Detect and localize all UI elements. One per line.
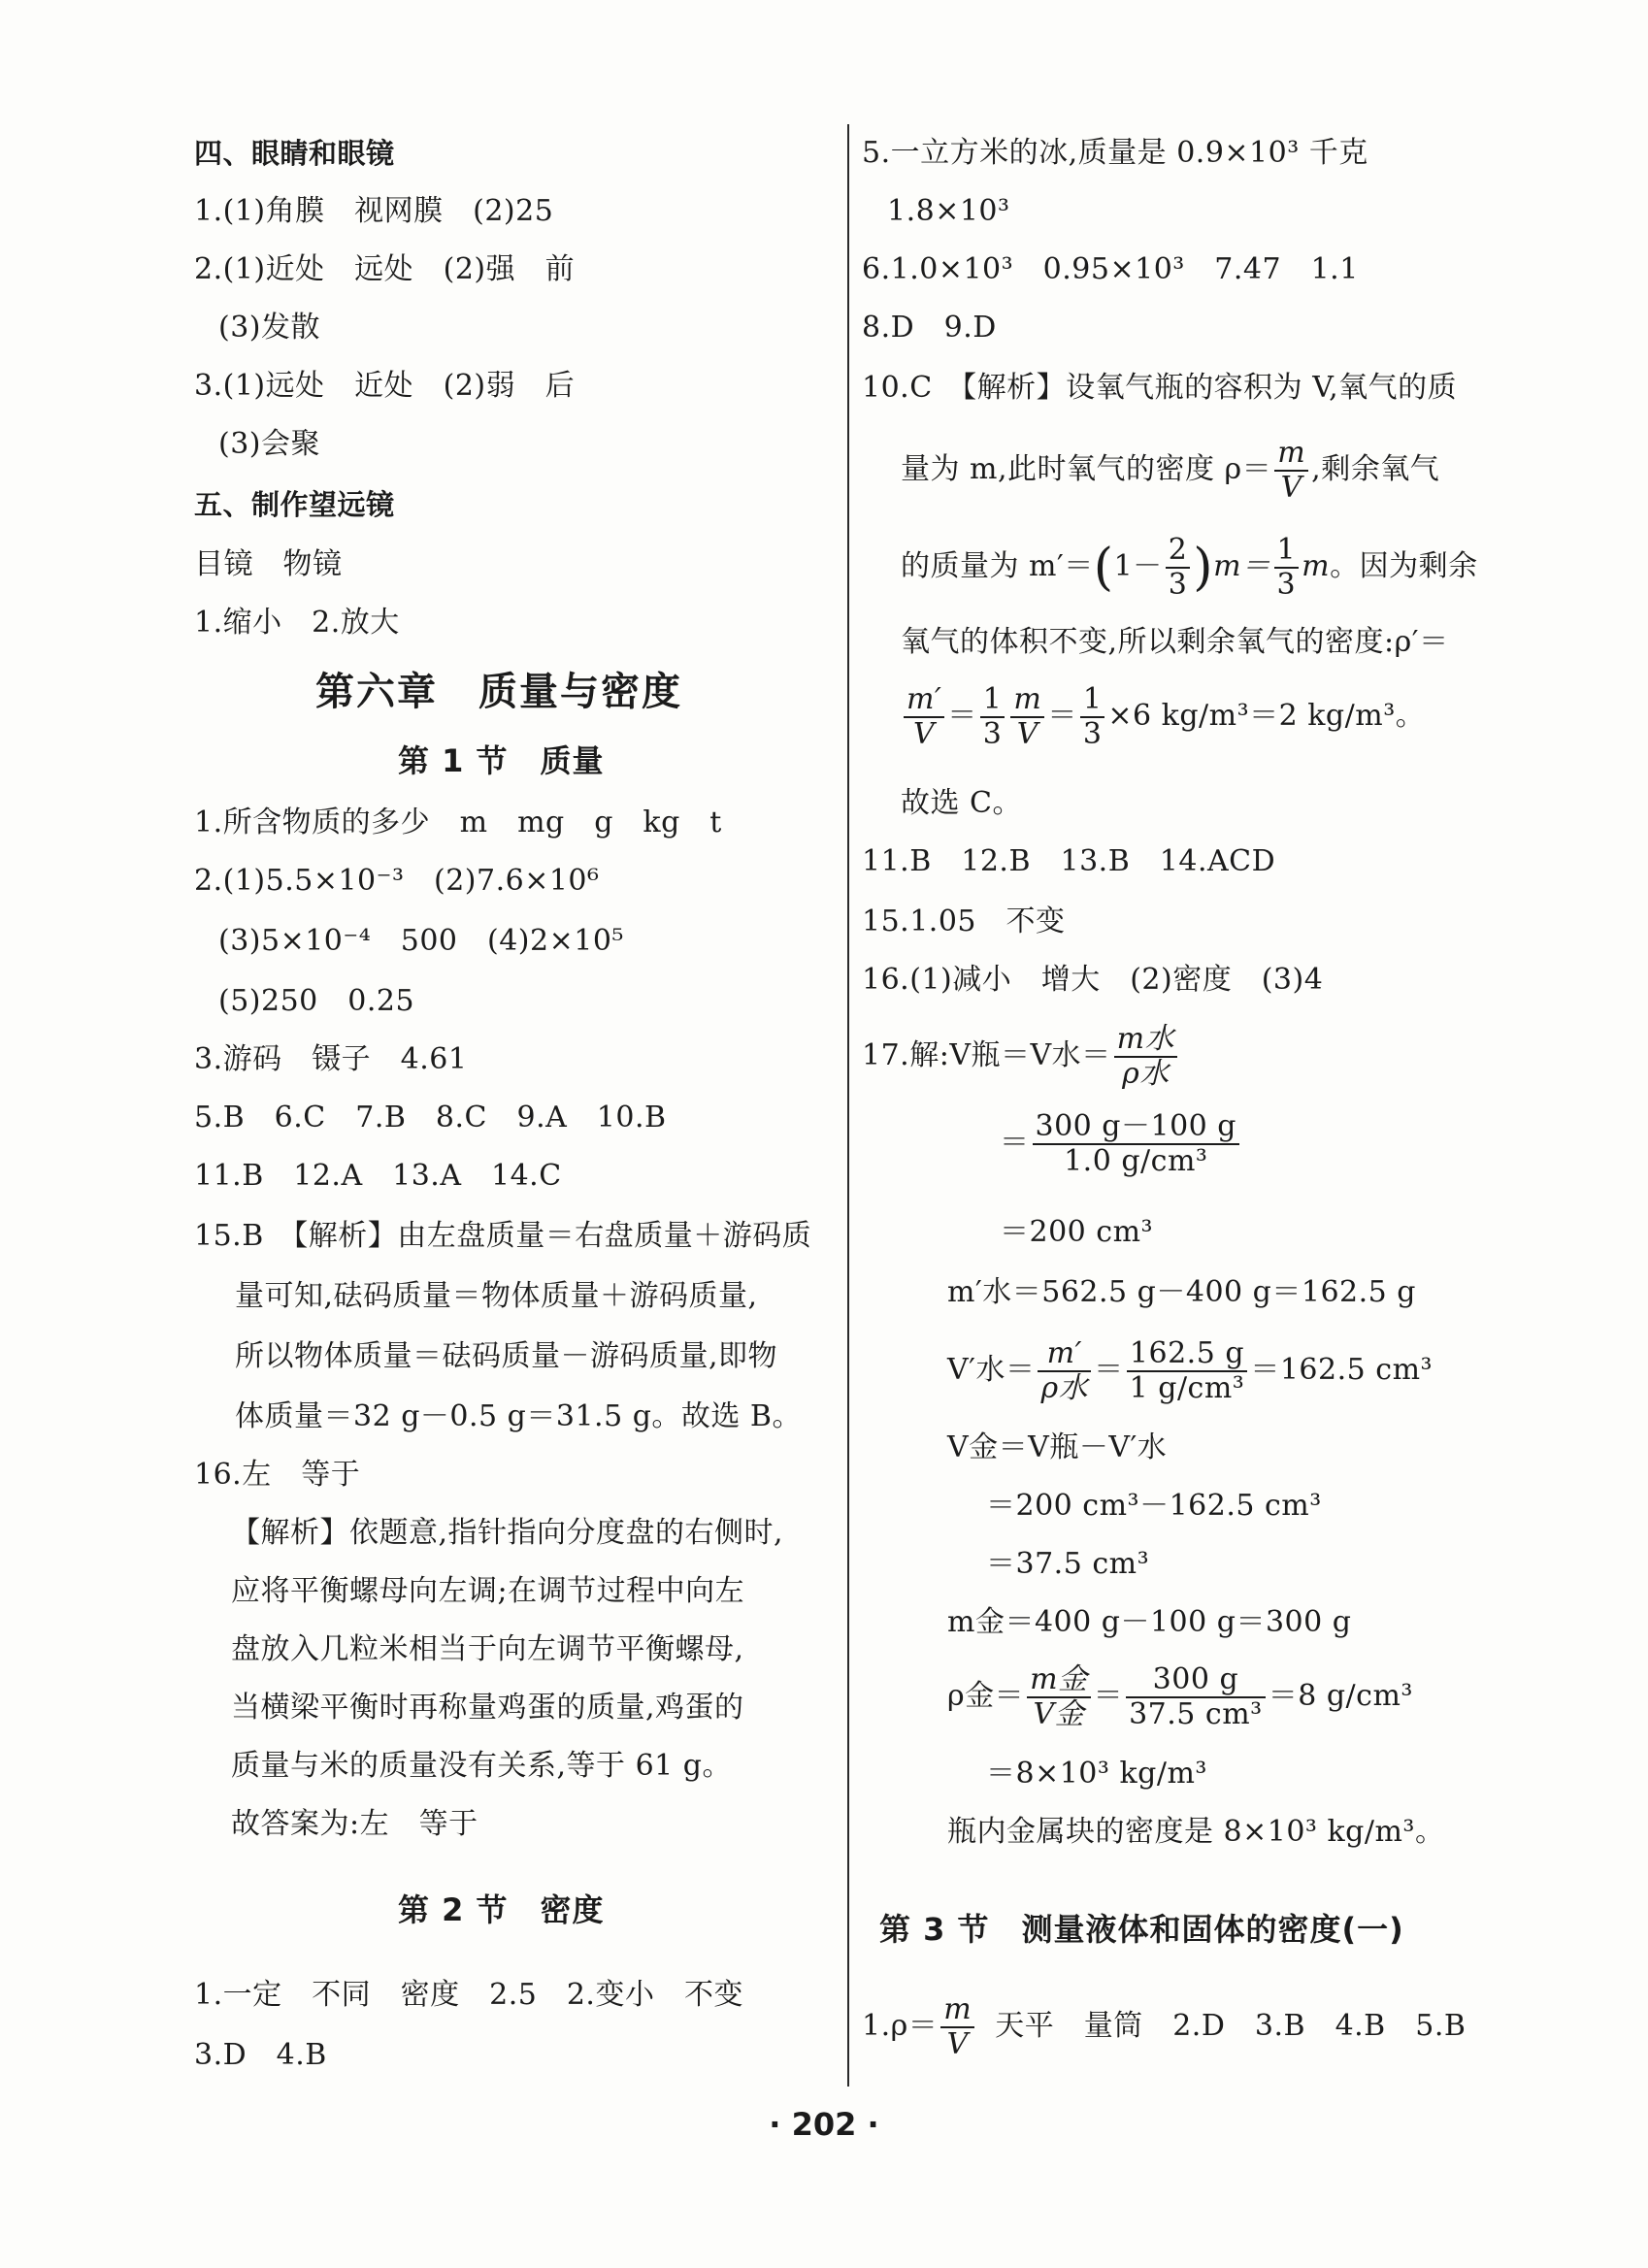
- answer-line: 1.8×10³: [887, 194, 1010, 228]
- explanation-line: 体质量＝32 g－0.5 g＝31.5 g。故选 B。: [235, 1399, 802, 1433]
- denominator: 3: [1276, 568, 1297, 602]
- formula-line: ＝37.5 cm³: [986, 1547, 1150, 1581]
- answer-line: 3.D 4.B: [194, 2038, 327, 2072]
- fraction: [980, 683, 1005, 751]
- denominator: 3: [1168, 568, 1188, 602]
- fraction: [1010, 683, 1044, 751]
- denominator: ρ水: [1122, 1057, 1170, 1091]
- answer-line: 1.(1)角膜 视网膜 (2)25: [194, 194, 554, 228]
- formula-line: [901, 530, 1478, 605]
- formula-text: 17.解:V瓶＝V水＝: [862, 1038, 1111, 1072]
- formula-line: ＝200 cm³: [1000, 1215, 1154, 1249]
- formula-text: ρ金＝: [947, 1679, 1025, 1713]
- fraction: [1027, 1663, 1090, 1731]
- answer-line: 16.(1)减小 增大 (2)密度 (3)4: [862, 963, 1324, 997]
- denominator: ρ水: [1040, 1371, 1089, 1405]
- paren-close: ): [1193, 539, 1214, 597]
- section-title-eyes: 四、眼睛和眼镜: [194, 137, 395, 170]
- denominator: V: [946, 2027, 969, 2061]
- formula-text: 的质量为 m′＝: [901, 549, 1094, 583]
- formula-text: 天平 量筒 2.D 3.B 4.B 5.B: [995, 2009, 1467, 2043]
- numerator: 162.5 g: [1127, 1337, 1248, 1372]
- formula-text: V′水＝: [947, 1353, 1036, 1387]
- fraction: [1274, 437, 1308, 505]
- formula-line: [862, 1019, 1180, 1093]
- denominator: V: [1016, 717, 1038, 751]
- formula-text: ＝: [1047, 699, 1077, 733]
- formula-text: 1.ρ＝: [862, 2009, 939, 2043]
- numerator: 300 g: [1126, 1663, 1266, 1698]
- numerator: m: [1010, 683, 1044, 718]
- explanation-line: 15.B 【解析】由左盘质量＝右盘质量＋游码质: [194, 1219, 812, 1253]
- numerator: m′: [1038, 1337, 1091, 1372]
- column-divider: [847, 124, 849, 2087]
- answer-line: 16.左 等于: [194, 1458, 361, 1492]
- denominator: 3: [1082, 717, 1103, 751]
- section-heading-measure-density: 第 3 节 测量液体和固体的密度(一): [879, 1911, 1404, 1948]
- fraction: [940, 1993, 974, 2061]
- formula-text: m＝: [1213, 549, 1271, 583]
- numerator: m水: [1114, 1023, 1177, 1058]
- explanation-line: 10.C 【解析】设氧气瓶的容积为 V,氧气的质: [862, 371, 1458, 405]
- formula-text: ×6 kg/m³＝2 kg/m³。: [1107, 699, 1426, 733]
- fraction: [904, 683, 944, 751]
- formula-line: m金＝400 g－100 g＝300 g: [947, 1605, 1352, 1639]
- paren-open: (: [1093, 539, 1114, 597]
- answer-line: (3)会聚: [218, 427, 320, 461]
- numerator: m: [1274, 437, 1308, 472]
- explanation-line: 应将平衡螺母向左调;在调节过程中向左: [231, 1574, 745, 1608]
- denominator: 1 g/cm³: [1129, 1371, 1245, 1405]
- numerator: 1: [1080, 683, 1105, 718]
- answer-line: 8.D 9.D: [862, 311, 997, 345]
- chapter-title: 第六章 质量与密度: [315, 670, 682, 714]
- formula-line: ＝8×10³ kg/m³: [986, 1757, 1207, 1791]
- fraction: [1126, 1663, 1266, 1731]
- answer-line: (5)250 0.25: [218, 984, 415, 1018]
- answer-line: (3)发散: [218, 311, 320, 345]
- fraction: [1038, 1337, 1091, 1405]
- fraction: [1127, 1337, 1248, 1405]
- fraction: [1033, 1110, 1240, 1178]
- formula-line: ＝200 cm³－162.5 cm³: [986, 1489, 1322, 1523]
- numerator: 1: [1274, 534, 1300, 569]
- page-number: · 202 ·: [769, 2106, 879, 2143]
- fraction: [1166, 534, 1191, 602]
- answer-line: 6.1.0×10³ 0.95×10³ 7.47 1.1: [862, 252, 1359, 286]
- fraction: [1114, 1023, 1177, 1091]
- answer-line: 1.一定 不同 密度 2.5 2.变小 不变: [194, 1978, 743, 2012]
- formula-text: ＝162.5 cm³: [1250, 1353, 1434, 1387]
- explanation-line: 盘放入几粒米相当于向左调节平衡螺母,: [231, 1632, 744, 1666]
- formula-line: V金＝V瓶－V′水: [947, 1430, 1168, 1464]
- answer-line: 15.1.05 不变: [862, 904, 1066, 938]
- formula-line: [901, 433, 1439, 507]
- denominator: 3: [982, 717, 1003, 751]
- section-heading-density: 第 2 节 密度: [398, 1891, 605, 1928]
- explanation-line: 当横梁平衡时再称量鸡蛋的质量,鸡蛋的: [231, 1691, 744, 1725]
- numerator: 300 g－100 g: [1033, 1110, 1240, 1145]
- answer-line: 11.B 12.A 13.A 14.C: [194, 1159, 562, 1193]
- formula-text: ,剩余氧气: [1311, 452, 1440, 486]
- answer-line: 2.(1)近处 远处 (2)强 前: [194, 252, 576, 286]
- formula-line: [901, 679, 1425, 753]
- answer-line: 1.所含物质的多少 m mg g kg t: [194, 805, 722, 839]
- formula-text: ＝: [1093, 1679, 1124, 1713]
- explanation-line: 所以物体质量＝砝码质量－游码质量,即物: [235, 1339, 778, 1373]
- answer-line: 3.游码 镊子 4.61: [194, 1042, 468, 1076]
- formula-text: 1－: [1113, 549, 1163, 583]
- answer-line: (3)5×10⁻⁴ 500 (4)2×10⁵: [218, 924, 624, 958]
- denominator: 1.0 g/cm³: [1064, 1144, 1208, 1178]
- denominator: V金: [1033, 1697, 1085, 1731]
- denominator: 37.5 cm³: [1129, 1697, 1263, 1731]
- right-column: [852, 0, 1648, 2268]
- answer-line: 5.一立方米的冰,质量是 0.9×10³ 千克: [862, 136, 1368, 170]
- answer-line: 2.(1)5.5×10⁻³ (2)7.6×10⁶: [194, 864, 600, 898]
- explanation-line: 质量与米的质量没有关系,等于 61 g。: [231, 1749, 732, 1783]
- answer-line: 5.B 6.C 7.B 8.C 9.A 10.B: [194, 1101, 667, 1134]
- numerator: m′: [904, 683, 944, 718]
- explanation-line: 故答案为:左 等于: [231, 1807, 478, 1841]
- formula-line: [947, 1333, 1433, 1407]
- formula-line: [947, 1660, 1413, 1733]
- numerator: 2: [1166, 534, 1191, 569]
- explanation-line: 量可知,砝码质量＝物体质量＋游码质量,: [235, 1279, 758, 1313]
- formula-text: ＝: [947, 699, 977, 733]
- answer-line: 3.(1)远处 近处 (2)弱 后: [194, 369, 576, 403]
- formula-text: ＝8 g/cm³: [1268, 1679, 1413, 1713]
- formula-text: ＝: [1094, 1353, 1124, 1387]
- fraction: [1080, 683, 1105, 751]
- answer-line: 11.B 12.B 13.B 14.ACD: [862, 844, 1276, 878]
- denominator: V: [1280, 471, 1302, 505]
- section-title-telescope: 五、制作望远镜: [194, 488, 395, 521]
- formula-text: m: [1302, 549, 1331, 583]
- formula-line: [862, 1989, 1466, 2063]
- numerator: m: [940, 1993, 974, 2028]
- section-heading-mass: 第 1 节 质量: [398, 742, 605, 779]
- explanation-line: 氧气的体积不变,所以剩余氧气的密度:ρ′＝: [901, 625, 1449, 659]
- numerator: m金: [1027, 1663, 1090, 1698]
- fraction: [1274, 534, 1300, 602]
- formula-text: 量为 m,此时氧气的密度 ρ＝: [901, 452, 1272, 486]
- formula-line: m′水＝562.5 g－400 g＝162.5 g: [947, 1275, 1417, 1309]
- numerator: 1: [980, 683, 1005, 718]
- explanation-line: 【解析】依题意,指针指向分度盘的右侧时,: [231, 1516, 784, 1550]
- answer-line: 目镜 物镜: [194, 547, 343, 581]
- explanation-line: 故选 C。: [901, 786, 1022, 820]
- formula-line: 瓶内金属块的密度是 8×10³ kg/m³。: [947, 1815, 1445, 1849]
- formula-text: ＝: [1000, 1126, 1030, 1160]
- denominator: V: [913, 717, 936, 751]
- formula-text: 。因为剩余: [1330, 549, 1478, 583]
- formula-line: [1000, 1106, 1242, 1180]
- answer-line: 1.缩小 2.放大: [194, 606, 400, 640]
